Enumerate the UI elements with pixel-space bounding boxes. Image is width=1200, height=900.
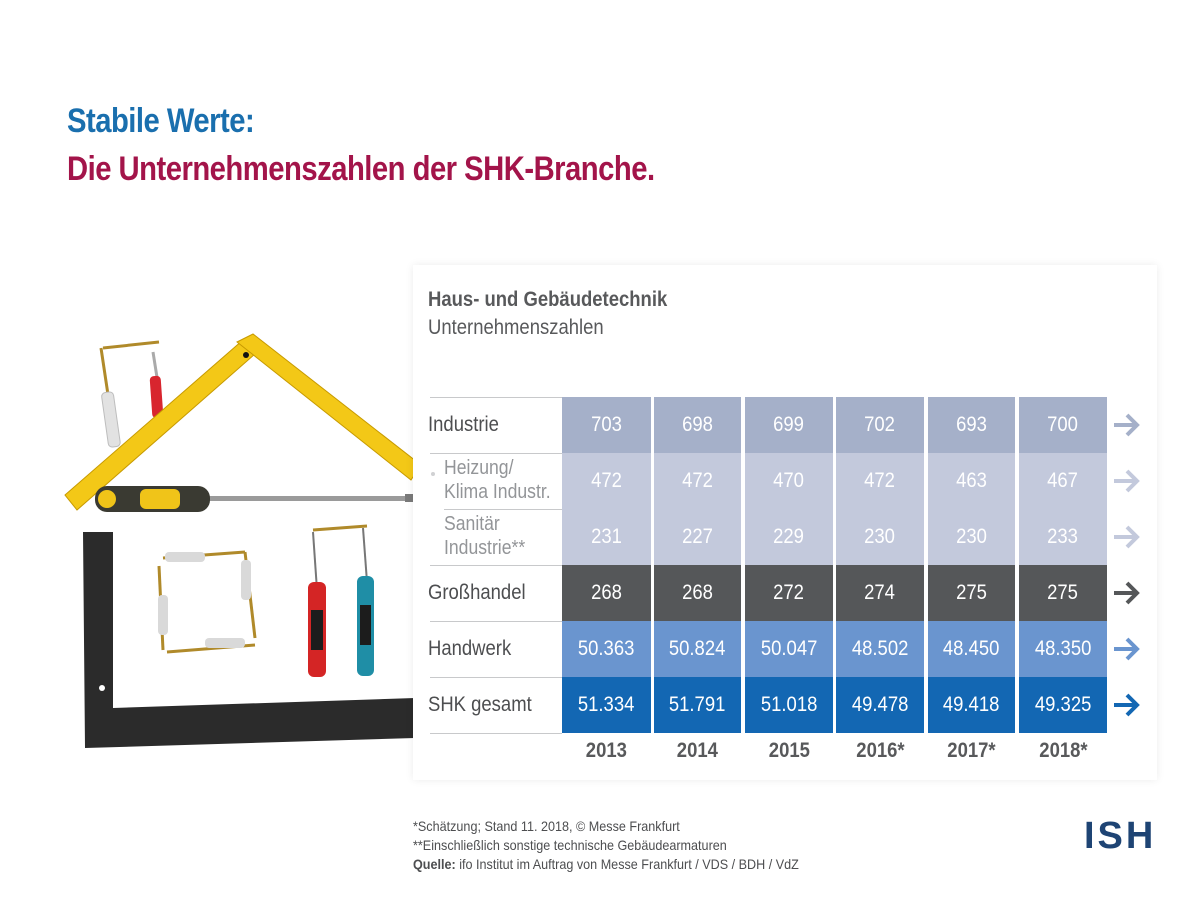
cell-value: 50.363 (578, 637, 635, 660)
table-cell (745, 677, 833, 733)
table-cell (928, 565, 1015, 621)
year-text: 2016* (855, 739, 905, 762)
row-divider (430, 733, 562, 734)
cell-value: 268 (682, 581, 713, 604)
table-cell (928, 677, 1015, 733)
year-text: 2015 (768, 739, 810, 762)
table-cell (1019, 453, 1107, 509)
table-cell (654, 565, 741, 621)
row-label-heizung-klima (444, 453, 551, 509)
table-cell (745, 509, 833, 565)
arrow-right-icon (1112, 677, 1142, 733)
dowel-window-icon (159, 552, 255, 652)
table-cell (836, 397, 924, 453)
footnote-estimate: *Schätzung; Stand 11. 2018, © Messe Frankfurt (413, 818, 680, 834)
cell-value: 231 (591, 525, 622, 548)
table-cell (562, 453, 651, 509)
table-cell (1019, 677, 1107, 733)
cell-value: 268 (591, 581, 622, 604)
label-line: Heizung/ (444, 457, 514, 479)
table-cell (836, 509, 924, 565)
cell-value: 470 (773, 469, 805, 492)
source-label: Quelle: (413, 856, 456, 872)
table-cell (654, 677, 741, 733)
cell-value: 227 (682, 525, 713, 548)
cell-value: 275 (1047, 581, 1079, 604)
row-label-grosshandel: Großhandel (428, 581, 526, 604)
screwdriver-icon (95, 486, 419, 512)
table-cell (745, 453, 833, 509)
cell-value: 229 (773, 525, 805, 548)
year-text: 2017* (947, 739, 996, 762)
row-label-sanitaer (444, 509, 525, 565)
year-label (654, 736, 741, 766)
table-cell (562, 509, 651, 565)
arrow-right-icon (1112, 397, 1142, 453)
cell-value: 693 (956, 413, 987, 436)
table-cell (745, 397, 833, 453)
table-cell (654, 453, 741, 509)
cell-value: 48.450 (943, 637, 1000, 660)
table-cell (928, 397, 1015, 453)
cell-value: 275 (956, 581, 987, 604)
table-cell (836, 677, 924, 733)
table-cell (562, 565, 651, 621)
row-label-industrie: Industrie (428, 413, 499, 436)
year-text: 2013 (585, 739, 628, 762)
cell-value: 233 (1047, 525, 1079, 548)
cell-value: 272 (773, 581, 805, 604)
table-cell (1019, 621, 1107, 677)
row-label-shk-gesamt: SHK gesamt (428, 693, 532, 716)
row-label-handwerk: Handwerk (428, 637, 512, 660)
table-cell (562, 397, 651, 453)
cell-value: 51.791 (669, 693, 726, 716)
table-cell (745, 565, 833, 621)
cell-value: 472 (591, 469, 622, 492)
table-cell (836, 453, 924, 509)
table-cell (836, 621, 924, 677)
footnote-fittings: **Einschließlich sonstige technische Gebäudearmaturen (413, 837, 727, 853)
card-subtitle: Unternehmenszahlen (428, 316, 604, 339)
cell-value: 49.418 (943, 693, 1000, 716)
table-cell (654, 621, 741, 677)
cell-value: 463 (956, 469, 987, 492)
table-cell (836, 565, 924, 621)
cell-value: 230 (864, 525, 896, 548)
table-cell (745, 621, 833, 677)
cell-value: 467 (1047, 469, 1079, 492)
table-cell (928, 453, 1015, 509)
cell-value: 274 (864, 581, 896, 604)
card-title: Haus- und Gebäudetechnik (428, 288, 668, 311)
headline-line-1: Stabile Werte: (67, 102, 255, 140)
year-label (1019, 736, 1107, 766)
bullet-icon (431, 472, 435, 476)
table-cell (1019, 397, 1107, 453)
cell-value: 702 (864, 413, 896, 436)
cell-value: 51.018 (760, 693, 818, 716)
cell-value: 50.824 (669, 637, 726, 660)
table-cell (928, 621, 1015, 677)
headline-line-2: Die Unternehmenszahlen der SHK-Branche. (67, 150, 655, 188)
table-cell (654, 397, 741, 453)
cell-value: 48.350 (1034, 637, 1092, 660)
table-cell (1019, 509, 1107, 565)
cell-value: 51.334 (578, 693, 635, 716)
arrow-right-icon (1112, 453, 1142, 509)
table-cell (928, 509, 1015, 565)
tools-house-illustration (55, 320, 425, 760)
arrow-right-icon (1112, 509, 1142, 565)
cell-value: 49.478 (851, 693, 909, 716)
arrow-right-icon (1112, 621, 1142, 677)
footnote-source (413, 856, 799, 872)
year-text: 2018* (1038, 739, 1088, 762)
table-cell (1019, 565, 1107, 621)
cell-value: 699 (773, 413, 805, 436)
year-label (745, 736, 833, 766)
cell-value: 230 (956, 525, 987, 548)
ish-logo: ISH (1084, 815, 1157, 857)
cell-value: 700 (1047, 413, 1079, 436)
year-label (928, 736, 1015, 766)
label-line: Industrie** (444, 537, 526, 559)
cell-value: 48.502 (851, 637, 909, 660)
year-label (836, 736, 924, 766)
cell-value: 472 (864, 469, 896, 492)
cell-value: 698 (682, 413, 713, 436)
cell-value: 472 (682, 469, 713, 492)
table-cell (562, 677, 651, 733)
cell-value: 703 (591, 413, 622, 436)
folding-ruler-icon (65, 334, 421, 510)
table-cell (562, 621, 651, 677)
cell-value: 49.325 (1034, 693, 1092, 716)
year-label (562, 736, 651, 766)
year-text: 2014 (676, 739, 719, 762)
label-line: Sanitär (444, 513, 500, 535)
label-line: Klima Industr. (444, 481, 551, 503)
precision-screwdriver-icon (308, 526, 374, 677)
arrow-right-icon (1112, 565, 1142, 621)
cell-value: 50.047 (760, 637, 818, 660)
source-text: ifo Institut im Auftrag von Messe Frankfurt / VDS / BDH / VdZ (455, 856, 799, 872)
table-cell (654, 509, 741, 565)
